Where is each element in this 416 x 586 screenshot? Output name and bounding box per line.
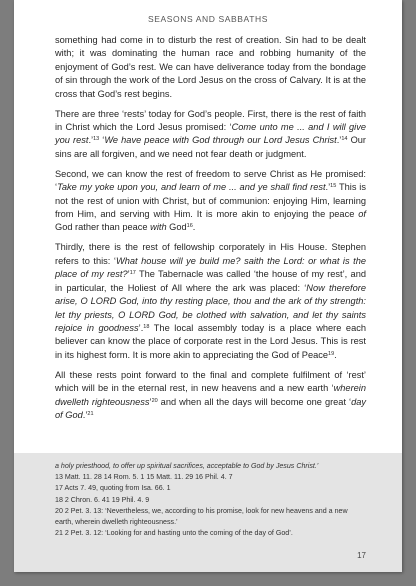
footnote-20: 20 2 Pet. 3. 13: ‘Nevertheless, we, according to his promise, look for new heavens and a new earth, wherein dwelleth righteousness.’	[55, 506, 348, 527]
footnote-continuation: a holy priesthood, to offer up spiritual sacrifices, acceptable to God by Jesus Christ.’	[55, 462, 319, 470]
footnote-ref: 15	[330, 183, 337, 190]
paragraph-4	[55, 241, 366, 362]
text-run: ’	[149, 396, 152, 407]
italic-quote: with	[150, 222, 167, 233]
paragraph-1	[55, 34, 366, 101]
text-run: and when all the days will become one great ‘	[157, 396, 352, 407]
text-run: The local assembly today is a place where each believer can know the place of corporate rest in the Lord Jesus. This is rest in its highest form. It is more akin to appreciating the God of Peace	[55, 322, 366, 360]
paragraph-2	[55, 108, 366, 162]
text-run: .’	[336, 135, 342, 146]
footnote-ref: 13	[93, 136, 100, 143]
text-run: There are three ‘rests’ today for God’s people. First, there is the rest of faith in Christ which the Lord Jesus promised: ‘	[55, 108, 366, 133]
text-run: ‘	[99, 135, 105, 146]
italic-quote: Take my yoke upon you, and learn of me ... and ye shall find rest	[57, 182, 326, 193]
footnote-ref: 17	[129, 270, 136, 277]
footnote-17: 17 Acts 7. 49, quoting from Isa. 66. 1	[55, 484, 171, 493]
italic-quote: We have peace with God through our Lord Jesus Christ	[104, 135, 337, 146]
italic-quote: of	[358, 209, 366, 220]
text-run: Second, we can know the rest of freedom to serve Christ as He promised: ‘	[55, 168, 366, 193]
italic-quote: day of God	[55, 396, 366, 420]
book-page	[14, 0, 402, 572]
paragraph-5	[55, 369, 366, 423]
text-run: Our sins are all forgiven, and we need not fear death or judgment.	[55, 135, 366, 159]
italic-quote: wherein dwelleth righteousness	[55, 383, 366, 407]
footnotes-panel	[14, 453, 402, 572]
footnote-ref: 21	[87, 410, 94, 417]
text-run: This is not the rest of union with Christ, but of communion: enjoying Him, learning from Him, and serving with Him. It is more akin to enjoying the peace	[55, 182, 366, 220]
page-number: 17	[357, 551, 366, 560]
footnote-21: 21 2 Pet. 3. 12: ‘Looking for and hasting unto the coming of the day of God’.	[55, 529, 293, 538]
text-run: .’	[325, 182, 331, 193]
text-run: God rather than peace	[55, 222, 151, 233]
running-header: SEASONS AND SABBATHS	[147, 14, 268, 24]
footnote-18-19: 18 2 Chron. 6. 41 19 Phil. 4. 9	[55, 495, 150, 504]
footnote-ref: 18	[143, 323, 150, 330]
footnote-ref: 14	[341, 136, 348, 143]
text-run: something had come in to disturb the rest of creation. Sin had to be dealt with; it was dominating the human race and robbing humanity of the enjoyment of God’s rest. We can have deliverance today from the bondage of sin through the work of the Lord Jesus on the cross of Calvary. It is at the cross that God’s rest begins.	[55, 35, 366, 99]
text-run: ’.	[138, 322, 144, 333]
footnote-ref: 20	[151, 397, 158, 404]
text-run: .’	[88, 135, 94, 146]
footnote-ref: 16	[186, 223, 193, 230]
text-run: .’	[82, 409, 88, 420]
text-run: God	[166, 222, 187, 233]
paragraph-3	[55, 168, 366, 235]
text-run: ’	[127, 269, 130, 280]
body-text	[55, 34, 366, 429]
footnote-ref: 19	[328, 350, 335, 357]
italic-quote: What house will ye build me? saith the Lord: or what is the place of my rest?	[55, 255, 366, 280]
footnote-13-16: 13 Matt. 11. 28 14 Rom. 5. 1 15 Matt. 11. 29 16 Phil. 4. 7	[55, 473, 233, 482]
text-run: .	[192, 222, 196, 233]
italic-quote: Come unto me ... and I will give you rest	[55, 122, 366, 146]
text-run: The Tabernacle was called ‘the house of my rest’, and in particular, the Holiest of All where the ark was placed: ‘	[55, 269, 366, 293]
text-run: Thirdly, there is the rest of fellowship corporately in His House. Stephen refers to this: ‘	[55, 242, 366, 266]
italic-quote: Now therefore arise, O LORD God, into thy resting place, thou and the ark of thy strength: let thy priests, O LORD God, be clothed with salvation, and let thy saints rejoice in goodness	[55, 282, 366, 333]
text-run: .	[334, 349, 337, 360]
text-run: All these rests point forward to the final and complete fulfilment of ‘rest’ which will be in the eternal rest, in new heavens and a new earth ‘	[55, 369, 366, 394]
